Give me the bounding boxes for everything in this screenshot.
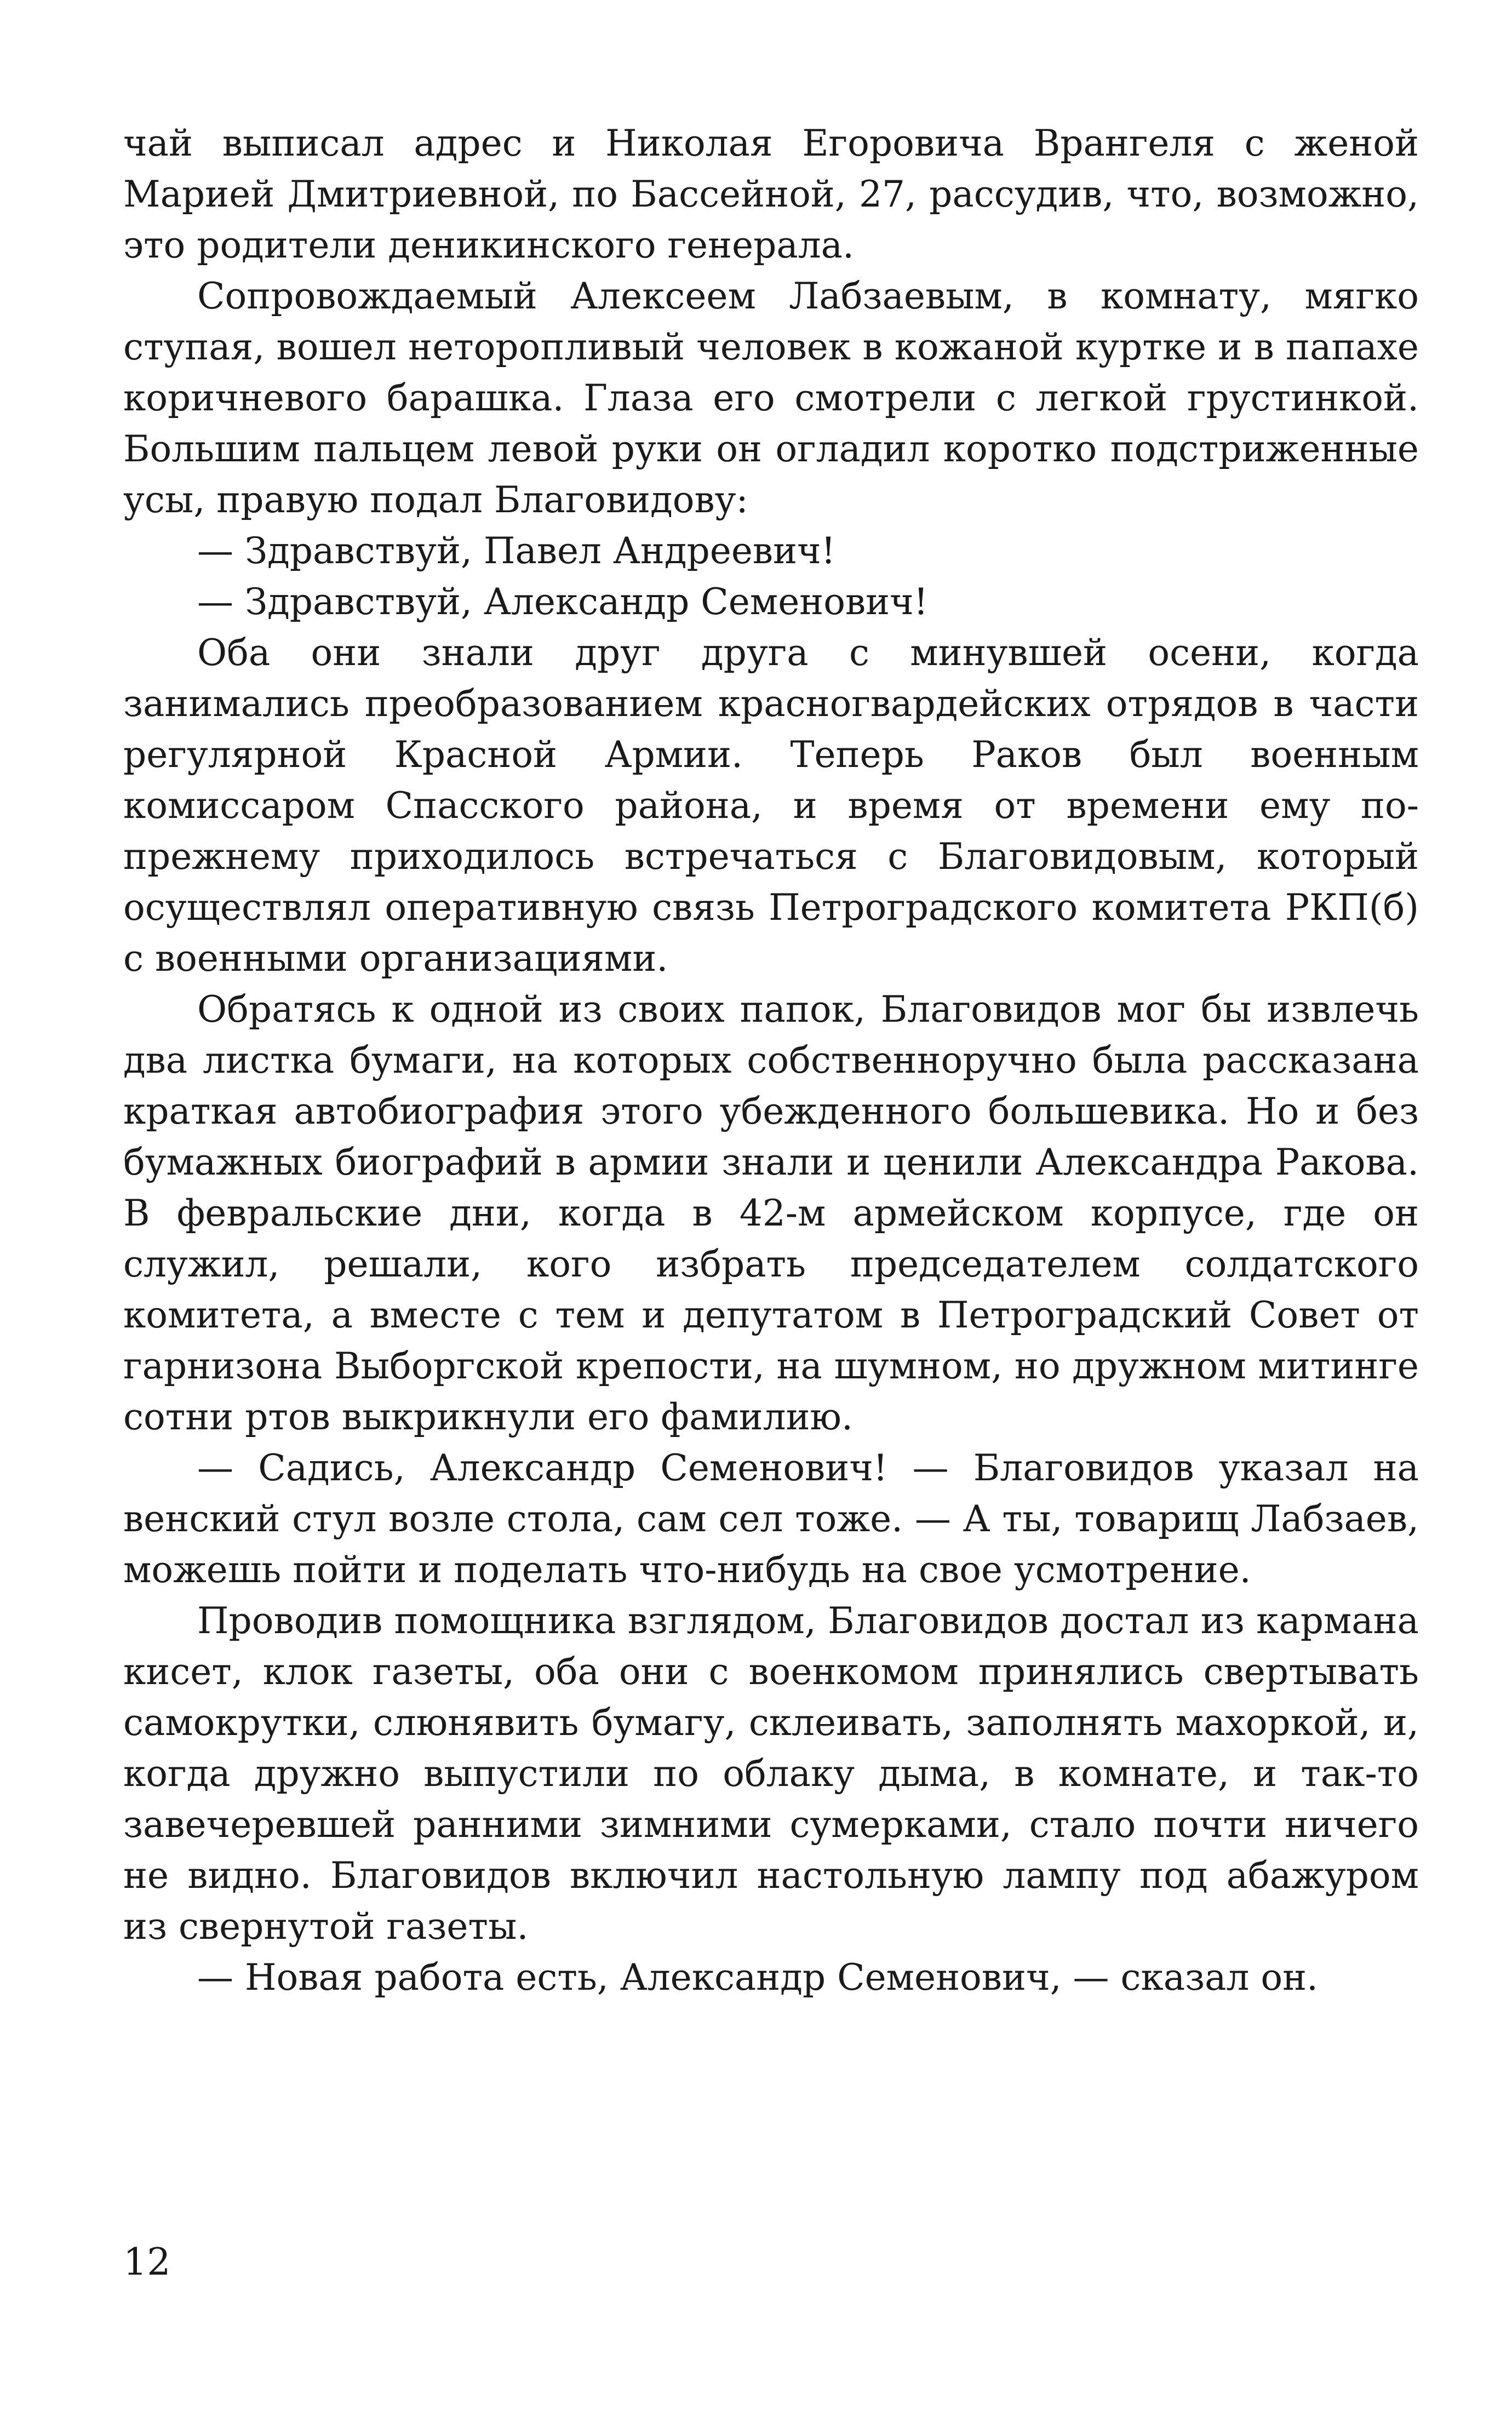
dialogue-line: — Садись, Александр Семенович! — Благовидов указал на венский стул возле стола, сам сел тоже. — А ты, товарищ Лабзаев, можешь пойти и поделать что-нибудь на свое усмотрение. [123, 1447, 1419, 1591]
paragraph: Оба они знали друг друга с минувшей осени, когда занимались преобразованием красногвардейских отрядов в части регулярной Красной Армии. Теперь Раков был военным комиссаром Спасского района, и время от времени ему по-прежнему приходилось встречаться с Благовидовым, который осуществлял оперативную связь Петроградского комитета РКП(б) с военными организациями. [123, 632, 1419, 980]
dialogue-line: — Здравствуй, Павел Андреевич! [197, 530, 836, 572]
paragraph-continuation: чай выписал адрес и Николая Егоровича Врангеля с женой Марией Дмитриевной, по Бассейной, 27, рассудив, что, возможно, это родители деникинского генерала. [123, 122, 1419, 266]
body-text [123, 118, 1419, 2003]
dialogue-line: — Новая работа есть, Александр Семенович, — сказал он. [197, 1956, 1319, 1999]
paragraph: Проводив помощника взглядом, Благовидов достал из кармана кисет, клок газеты, оба они с военкомом принялись свертывать самокрутки, слюнявить бумагу, склеивать, заполнять махоркой, и, когда дружно выпустили по облаку дыма, в комнате, и так-то завечеревшей ранними зимними сумерками, стало почти ничего не видно. Благовидов включил настольную лампу под абажуром из свернутой газеты. [123, 1600, 1419, 1948]
paragraph: Обратясь к одной из своих папок, Благовидов мог бы извлечь два листка бумаги, на которых собственноручно была рассказана краткая автобиография этого убежденного большевика. Но и без бумажных биографий в армии знали и ценили Александра Ракова. В февральские дни, когда в 42-м армейском корпусе, где он служил, решали, кого избрать председателем солдатского комитета, а вместе с тем и депутатом в Петроградский Совет от гарнизона Выборгской крепости, на шумном, но дружном митинге сотни ртов выкрикнули его фамилию. [123, 988, 1419, 1438]
page-number: 12 [123, 2241, 171, 2284]
paragraph: Сопровождаемый Алексеем Лабзаевым, в комнату, мягко ступая, вошел неторопливый человек в кожаной куртке и в папахе коричневого барашка. Глаза его смотрели с легкой грустинкой. Большим пальцем левой руки он огладил коротко подстриженные усы, правую подал Благовидову: [123, 275, 1419, 521]
dialogue-line: — Здравствуй, Александр Семенович! [197, 581, 929, 623]
